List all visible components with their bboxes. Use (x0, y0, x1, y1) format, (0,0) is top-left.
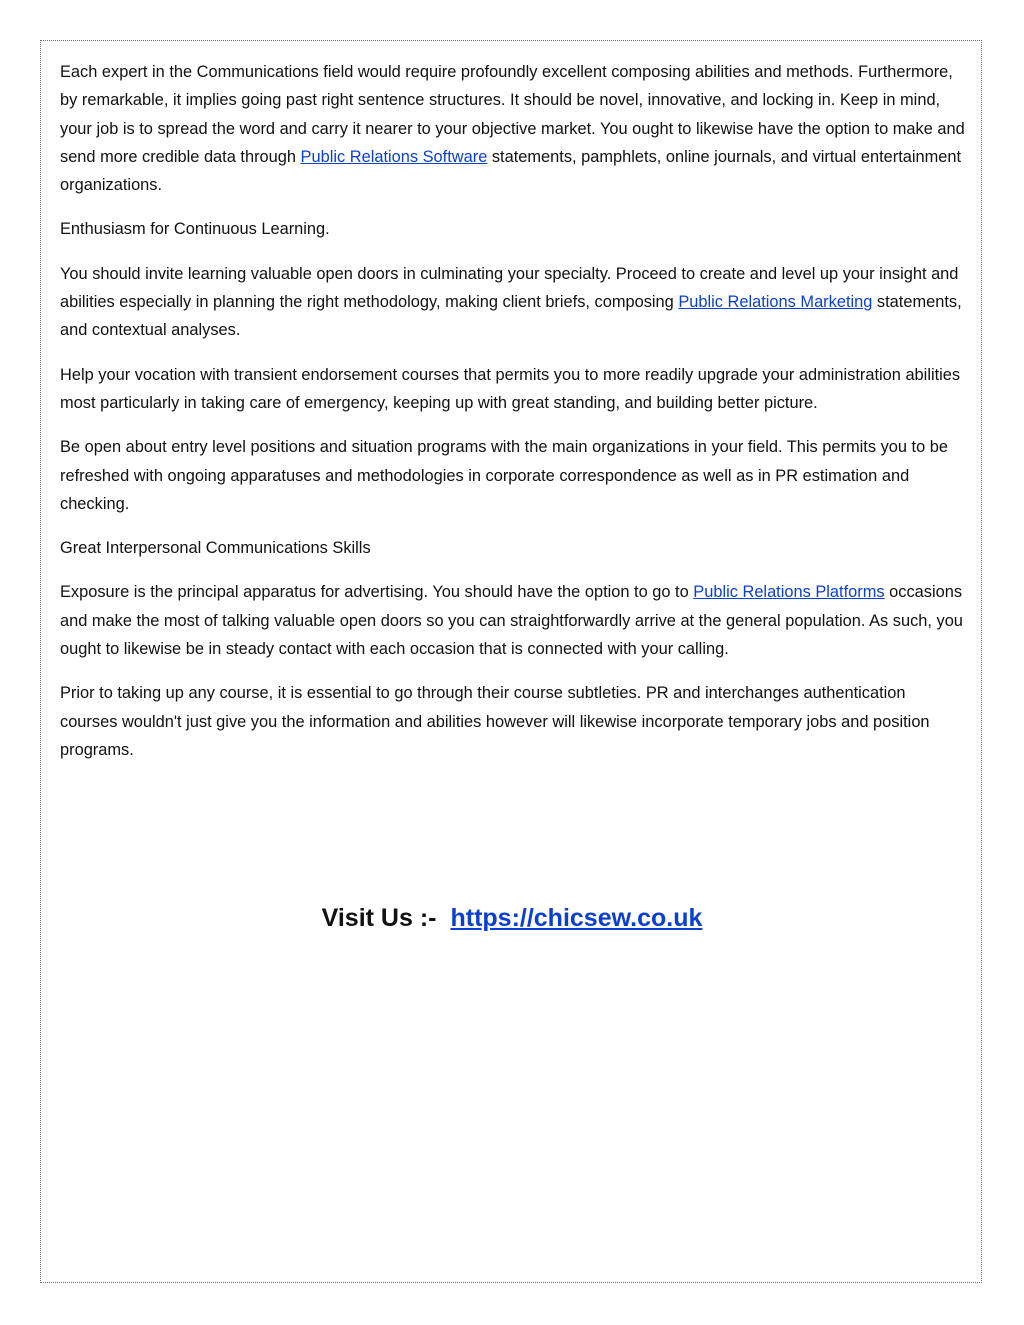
paragraph-course-details: Prior to taking up any course, it is essential to go through their course subtleties. PR and interchanges authentication courses wouldn't just give you the information and abilities however will likewise incorporate temporary jobs and position programs. (60, 684, 930, 759)
document-body (60, 58, 966, 780)
paragraph-text: occasions and make the most of talking valuable open doors so you can straightforwardly arrive at the general population. As such, you ought to likewise be in steady contact with each occasion that is connected with your calling. (60, 583, 963, 659)
paragraph-text: statements, pamphlets, online journals, and virtual entertainment organizations. (60, 147, 962, 195)
section-heading-interpersonal-skills: Great Interpersonal Communications Skills (60, 539, 371, 558)
visit-us-label: Visit Us :- (321, 904, 437, 932)
paragraph-exposure (60, 578, 966, 663)
paragraph-learning-opportunities (60, 260, 966, 345)
public-relations-marketing-link[interactable]: Public Relations Marketing (678, 293, 873, 312)
paragraph-text: You should invite learning valuable open doors in culminating your specialty. Proceed to create and level up your insight and abilities especially in planning the right methodology, making client briefs, composing (60, 264, 959, 312)
paragraph-text: Each expert in the Communications field would require profoundly excellent composing abilities and methods. Furthermore, by remarkable, it implies going past right sentence structures. It should be novel, innovative, and locking in. Keep in mind, your job is to spread the word and carry it nearer to your objective market. You ought to likewise have the option to make and send more credible data through (60, 63, 965, 166)
paragraph-certificate-courses: Help your vocation with transient endorsement courses that permits you to more readily upgrade your administration abilities most particularly in taking care of emergency, keeping up with great standing, and building better picture. (60, 365, 961, 412)
public-relations-platforms-link[interactable]: Public Relations Platforms (693, 583, 885, 602)
website-link[interactable]: https://chicsew.co.uk (450, 904, 703, 932)
visit-us-line (0, 900, 1024, 936)
public-relations-software-link[interactable]: Public Relations Software (300, 147, 488, 166)
section-heading-continuous-learning: Enthusiasm for Continuous Learning. (60, 220, 330, 239)
paragraph-internships: Be open about entry level positions and situation programs with the main organizations in your field. This permits you to be refreshed with ongoing apparatuses and methodologies in corporate correspondence as well as in PR estimation and checking. (60, 438, 949, 513)
paragraph-text: statements, and contextual analyses. (60, 293, 962, 340)
paragraph-text: Exposure is the principal apparatus for advertising. You should have the option to go to (60, 583, 694, 602)
paragraph-communications-writing (60, 58, 966, 199)
